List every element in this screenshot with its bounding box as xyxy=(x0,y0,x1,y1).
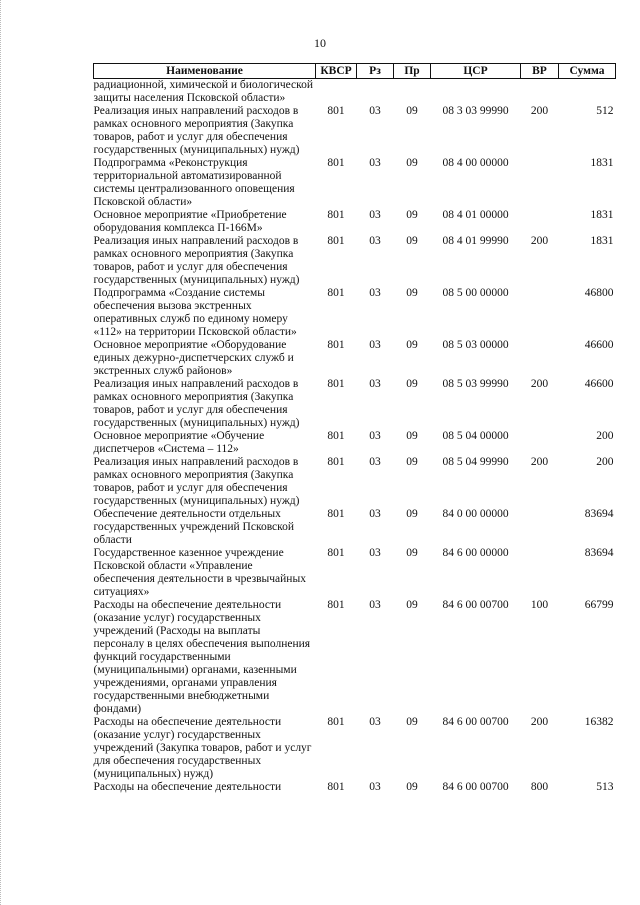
cell-rz: 03 xyxy=(369,105,381,117)
table-row xyxy=(94,209,616,235)
cell-csr: 08 4 00 00000 xyxy=(442,157,509,169)
cell-csr: 08 5 04 00000 xyxy=(442,430,509,442)
budget-table xyxy=(93,63,616,794)
cell-sum: 1831 xyxy=(590,235,614,247)
header-vr: ВР xyxy=(521,64,559,79)
cell-csr: 84 6 00 00700 xyxy=(442,599,509,611)
cell-sum: 83694 xyxy=(584,508,614,520)
cell-rz: 03 xyxy=(369,599,381,611)
cell-pr: 09 xyxy=(406,209,418,221)
cell-rz xyxy=(357,79,394,106)
cell-rz: 03 xyxy=(369,339,381,351)
cell-name: Реализация иных направлений расходов в рамках основного мероприятия (Закупка товаров, работ и услуг для обеспечения государственных (муниципальных) нужд) xyxy=(93,235,300,286)
cell-kvsr xyxy=(316,79,357,106)
cell-name: Обеспечение деятельности отдельных государственных учреждений Псковской области xyxy=(93,508,295,546)
cell-vr: 200 xyxy=(530,235,549,247)
cell-sum: 46600 xyxy=(584,378,614,390)
cell-name: Реализация иных направлений расходов в рамках основного мероприятия (Закупка товаров, работ и услуг для обеспечения государственных (муниципальных) нужд) xyxy=(93,105,300,156)
table-row xyxy=(94,781,616,794)
cell-vr xyxy=(521,430,559,456)
cell-kvsr: 801 xyxy=(327,235,345,247)
table-row xyxy=(94,547,616,599)
cell-rz: 03 xyxy=(369,547,381,559)
cell-pr: 09 xyxy=(406,378,418,390)
cell-vr: 200 xyxy=(530,105,549,117)
cell-csr: 08 4 01 00000 xyxy=(442,209,509,221)
cell-rz: 03 xyxy=(369,235,381,247)
cell-rz: 03 xyxy=(369,781,381,793)
cell-name: Расходы на обеспечение деятельности (оказание услуг) государственных учреждений (Закупка товаров, работ и услуг для обеспечения государственных (муниципальных) нужд) xyxy=(93,716,312,780)
cell-kvsr: 801 xyxy=(327,157,345,169)
cell-csr: 08 5 04 99990 xyxy=(442,456,509,468)
cell-kvsr: 801 xyxy=(327,456,345,468)
cell-name: Основное мероприятие «Приобретение оборудования комплекса П-166М» xyxy=(93,209,287,234)
table-row xyxy=(94,599,616,716)
cell-vr xyxy=(521,157,559,209)
cell-sum: 46600 xyxy=(584,339,614,351)
cell-pr: 09 xyxy=(406,235,418,247)
cell-vr: 200 xyxy=(530,378,549,390)
table-row xyxy=(94,339,616,378)
cell-csr: 84 6 00 00700 xyxy=(442,781,509,793)
table-row xyxy=(94,456,616,508)
cell-vr: 800 xyxy=(530,781,549,793)
cell-rz: 03 xyxy=(369,157,381,169)
cell-vr xyxy=(521,79,559,106)
header-kvsr: КВСР xyxy=(316,64,357,79)
cell-rz: 03 xyxy=(369,209,381,221)
table-row xyxy=(94,508,616,547)
cell-name: Подпрограмма «Создание системы обеспечения вызова экстренных оперативных служб по единому номеру «112» на территории Псковской области» xyxy=(93,287,297,338)
cell-kvsr: 801 xyxy=(327,430,345,442)
cell-vr: 100 xyxy=(530,599,549,611)
cell-csr: 08 5 03 00000 xyxy=(442,339,509,351)
cell-rz: 03 xyxy=(369,378,381,390)
table-row xyxy=(94,378,616,430)
cell-vr xyxy=(521,547,559,599)
cell-kvsr: 801 xyxy=(327,378,345,390)
cell-csr: 08 5 00 00000 xyxy=(442,287,509,299)
cell-pr xyxy=(394,79,431,106)
cell-name: Основное мероприятие «Обучение диспетчеров «Система – 112» xyxy=(93,430,265,455)
cell-rz: 03 xyxy=(369,716,381,728)
scan-edge xyxy=(0,0,4,905)
table-row xyxy=(94,79,616,106)
cell-sum xyxy=(559,79,616,106)
cell-sum: 46800 xyxy=(584,287,614,299)
cell-pr: 09 xyxy=(406,716,418,728)
cell-csr: 84 0 00 00000 xyxy=(442,508,509,520)
header-sum: Сумма xyxy=(559,64,616,79)
cell-kvsr: 801 xyxy=(327,105,345,117)
cell-vr xyxy=(521,508,559,547)
cell-name: Расходы на обеспечение деятельности (оказание услуг) государственных учреждений (Расходы на выплаты персоналу в целях обеспечения выполнения функций государственными (муниципальными) органами, казенными учреждениями, органами управления государственными внебюджетными фондами) xyxy=(93,599,311,715)
cell-vr: 200 xyxy=(530,456,549,468)
cell-csr: 84 6 00 00000 xyxy=(442,547,509,559)
cell-name: Государственное казенное учреждение Псковской области «Управление обеспечения деятельности в чрезвычайных ситуациях» xyxy=(93,547,306,598)
table-row xyxy=(94,430,616,456)
cell-pr: 09 xyxy=(406,430,418,442)
table-row xyxy=(94,287,616,339)
table-row xyxy=(94,716,616,781)
cell-name: Подпрограмма «Реконструкция территориальной автоматизированной системы централизованного оповещения Псковской области» xyxy=(93,157,295,208)
cell-name: Реализация иных направлений расходов в рамках основного мероприятия (Закупка товаров, работ и услуг для обеспечения государственных (муниципальных) нужд) xyxy=(93,378,300,429)
cell-kvsr: 801 xyxy=(327,209,345,221)
cell-kvsr: 801 xyxy=(327,781,345,793)
cell-kvsr: 801 xyxy=(327,287,345,299)
cell-sum: 1831 xyxy=(590,209,614,221)
cell-pr: 09 xyxy=(406,339,418,351)
header-csr: ЦСР xyxy=(431,64,521,79)
table-row xyxy=(94,157,616,209)
cell-sum: 200 xyxy=(596,430,614,442)
cell-csr: 08 4 01 99990 xyxy=(442,235,509,247)
page-number: 10 xyxy=(314,36,326,50)
cell-name: Основное мероприятие «Оборудование единых дежурно-диспетчерских служб и экстренных служб районов» xyxy=(93,339,294,377)
cell-sum: 66799 xyxy=(584,599,614,611)
cell-rz: 03 xyxy=(369,430,381,442)
cell-vr: 200 xyxy=(530,716,549,728)
cell-csr xyxy=(431,79,521,106)
cell-sum: 513 xyxy=(596,781,614,793)
cell-name: радиационной, химической и биологической защиты населения Псковской области» xyxy=(93,79,314,104)
cell-vr xyxy=(521,287,559,339)
cell-rz: 03 xyxy=(369,456,381,468)
cell-sum: 1831 xyxy=(590,157,614,169)
cell-csr: 08 5 03 99990 xyxy=(442,378,509,390)
cell-pr: 09 xyxy=(406,456,418,468)
cell-pr: 09 xyxy=(406,599,418,611)
cell-pr: 09 xyxy=(406,547,418,559)
cell-kvsr: 801 xyxy=(327,599,345,611)
header-rz: Рз xyxy=(357,64,394,79)
cell-csr: 08 3 03 99990 xyxy=(442,105,509,117)
cell-rz: 03 xyxy=(369,287,381,299)
cell-sum: 200 xyxy=(596,456,614,468)
cell-kvsr: 801 xyxy=(327,547,345,559)
header-name: Наименование xyxy=(94,64,316,79)
cell-csr: 84 6 00 00700 xyxy=(442,716,509,728)
cell-sum: 16382 xyxy=(584,716,614,728)
cell-pr: 09 xyxy=(406,105,418,117)
header-pr: Пр xyxy=(394,64,431,79)
cell-name: Реализация иных направлений расходов в рамках основного мероприятия (Закупка товаров, работ и услуг для обеспечения государственных (муниципальных) нужд) xyxy=(93,456,300,507)
table-header-row xyxy=(94,64,616,79)
cell-rz: 03 xyxy=(369,508,381,520)
cell-pr: 09 xyxy=(406,781,418,793)
cell-pr: 09 xyxy=(406,287,418,299)
cell-pr: 09 xyxy=(406,157,418,169)
cell-pr: 09 xyxy=(406,508,418,520)
cell-sum: 83694 xyxy=(584,547,614,559)
cell-kvsr: 801 xyxy=(327,508,345,520)
cell-vr xyxy=(521,209,559,235)
cell-kvsr: 801 xyxy=(327,339,345,351)
table-row xyxy=(94,235,616,287)
cell-vr xyxy=(521,339,559,378)
cell-name: Расходы на обеспечение деятельности xyxy=(93,781,282,793)
cell-kvsr: 801 xyxy=(327,716,345,728)
cell-sum: 512 xyxy=(596,105,614,117)
table-row xyxy=(94,105,616,157)
